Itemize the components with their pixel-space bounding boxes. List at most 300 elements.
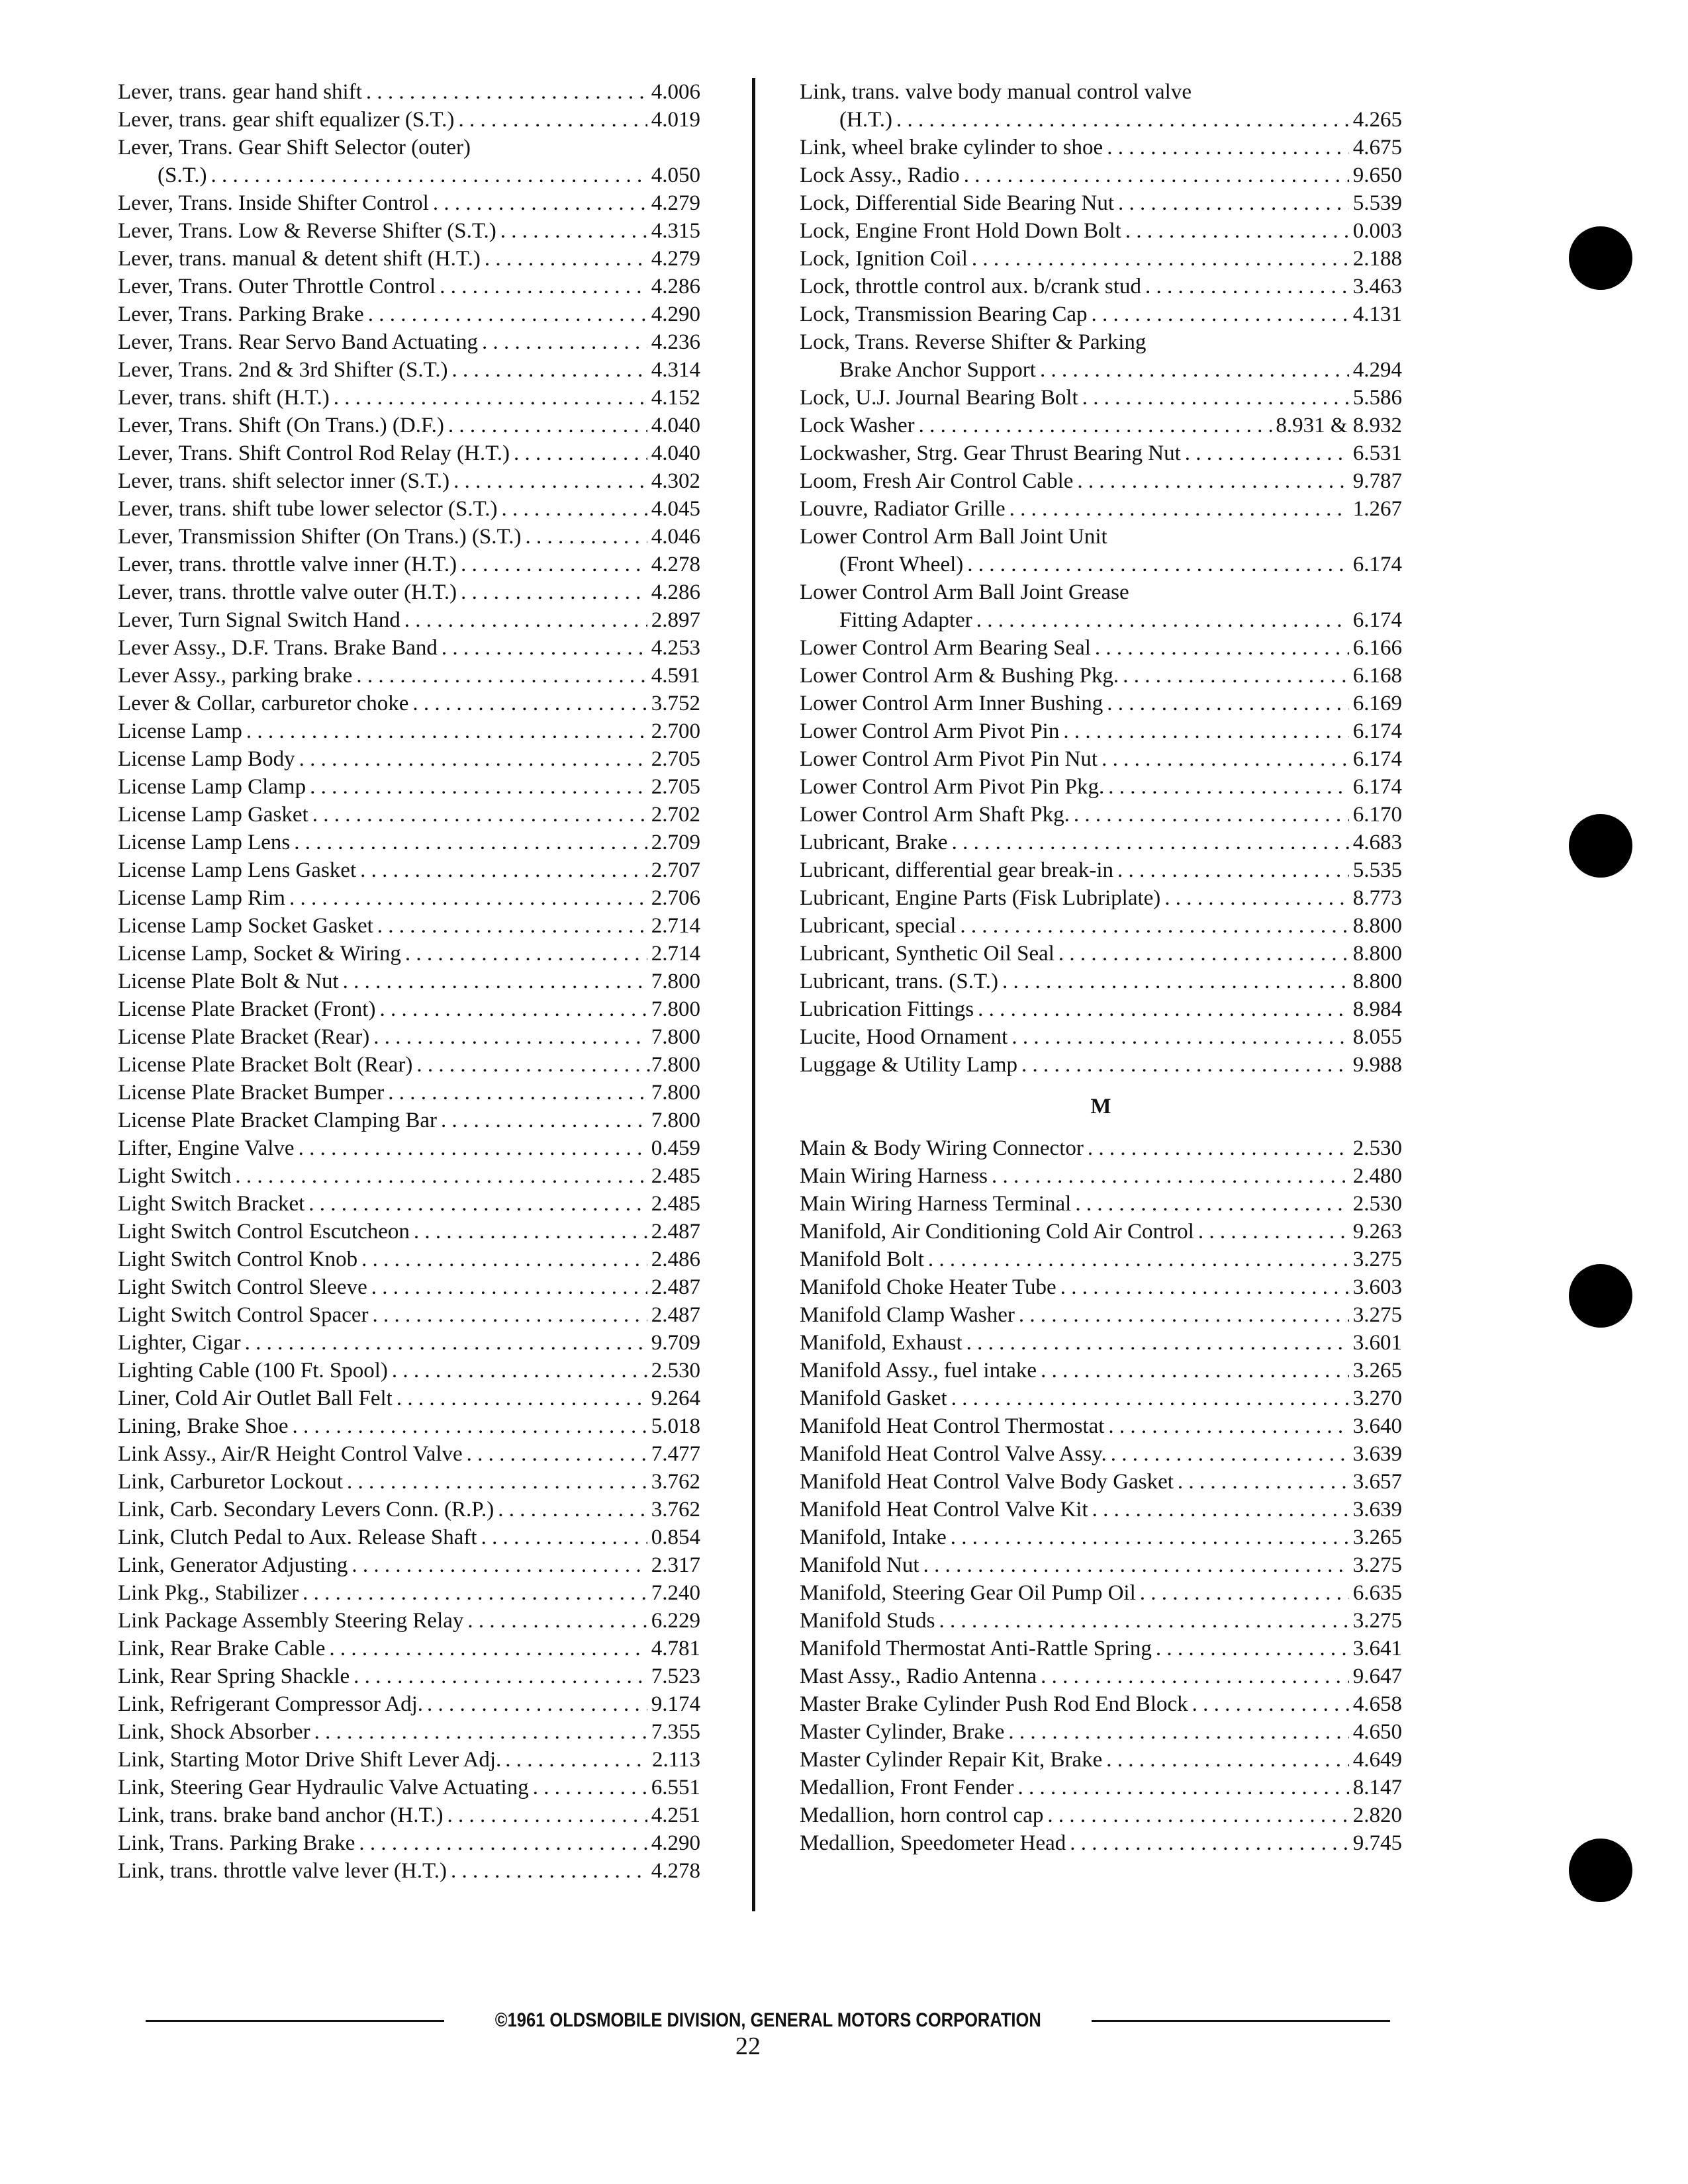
entry-name: Manifold, Exhaust xyxy=(800,1331,962,1355)
index-entry xyxy=(800,1218,1402,1246)
entry-name: Lever, trans. throttle valve outer (H.T.) xyxy=(118,580,457,604)
leader-dots xyxy=(441,1107,647,1134)
entry-part-number: 2.530 xyxy=(1352,1192,1402,1216)
index-entry xyxy=(118,1134,700,1162)
entry-name: Link, Clutch Pedal to Aux. Release Shaft xyxy=(118,1525,477,1549)
entry-part-number: 7.240 xyxy=(651,1581,700,1605)
index-entry xyxy=(118,273,700,300)
entry-name: Main Wiring Harness Terminal xyxy=(800,1192,1072,1216)
leader-dots xyxy=(467,1607,647,1635)
entry-name: Lock, Ignition Coil xyxy=(800,247,968,271)
leader-dots xyxy=(458,106,647,134)
entry-part-number: 8.984 xyxy=(1352,997,1402,1021)
entry-part-number: 3.639 xyxy=(1352,1442,1402,1466)
index-entry xyxy=(800,1246,1402,1273)
index-entry xyxy=(118,856,700,884)
index-entry xyxy=(800,1718,1402,1746)
leader-dots xyxy=(1092,1496,1349,1524)
index-entry xyxy=(118,300,700,328)
entry-name: Link, Steering Gear Hydraulic Valve Actuating xyxy=(118,1776,529,1799)
entry-name: Lower Control Arm Pivot Pin xyxy=(800,719,1060,743)
entry-name: Lifter, Engine Valve xyxy=(118,1136,295,1160)
leader-dots xyxy=(373,1301,647,1329)
entry-name: Link, Rear Spring Shackle xyxy=(118,1664,350,1688)
leader-dots xyxy=(1041,1357,1349,1385)
leader-dots xyxy=(1074,801,1349,829)
index-entry xyxy=(118,1329,700,1357)
entry-part-number: 4.019 xyxy=(651,108,700,132)
entry-name: Main Wiring Harness xyxy=(800,1164,988,1188)
entry-name: Link, Rear Brake Cable xyxy=(118,1637,326,1661)
entry-part-number: .7.800 xyxy=(645,1053,700,1077)
index-entry xyxy=(800,523,1402,551)
entry-name: License Lamp Lens xyxy=(118,831,291,854)
index-entry xyxy=(800,1301,1402,1329)
entry-name: Lever, Transmission Shifter (On Trans.) (S.T.) xyxy=(118,525,522,549)
index-entry xyxy=(118,412,700,439)
leader-dots xyxy=(1070,1829,1348,1857)
index-entry xyxy=(118,995,700,1023)
leader-dots xyxy=(1111,1440,1349,1468)
entry-part-number: 4.781 xyxy=(651,1637,700,1661)
entry-part-number: 8.931 & 8.932 xyxy=(1276,414,1402,437)
entry-part-number: 7.800 xyxy=(651,997,700,1021)
entry-name: Lever, Trans. Rear Servo Band Actuating xyxy=(118,330,479,354)
index-entry xyxy=(800,773,1402,801)
entry-part-number: 6.166 xyxy=(1352,636,1402,660)
left-index-column xyxy=(118,78,700,1885)
entry-part-number: 4.658 xyxy=(1352,1692,1402,1716)
index-entry xyxy=(118,189,700,217)
entry-part-number: 3.601 xyxy=(1352,1331,1402,1355)
leader-dots xyxy=(1156,1635,1349,1662)
entry-name: Lever, Trans. Inside Shifter Control xyxy=(118,191,429,215)
leader-dots xyxy=(392,1357,647,1385)
right-column-l-entries xyxy=(800,78,1402,1079)
entry-name: Medallion, horn control cap xyxy=(800,1803,1044,1827)
leader-dots xyxy=(303,1579,647,1607)
entry-name: License Lamp xyxy=(118,719,242,743)
index-entry xyxy=(800,1524,1402,1551)
leader-dots xyxy=(343,968,647,995)
entry-name: Manifold Choke Heater Tube xyxy=(800,1275,1056,1299)
entry-part-number: 2.113 xyxy=(651,1748,700,1772)
leader-dots xyxy=(361,1246,647,1273)
index-entry xyxy=(800,1385,1402,1412)
index-entry xyxy=(800,606,1402,634)
index-entry xyxy=(800,1690,1402,1718)
entry-part-number: 2.707 xyxy=(651,858,700,882)
entry-part-number: 6.174 xyxy=(1352,608,1402,632)
entry-part-number: 4.050 xyxy=(651,163,700,187)
entry-name: Link, trans. throttle valve lever (H.T.) xyxy=(118,1859,447,1883)
entry-name: License Lamp Lens Gasket xyxy=(118,858,357,882)
index-entry xyxy=(800,412,1402,439)
index-entry xyxy=(800,1579,1402,1607)
entry-part-number: 4.278 xyxy=(651,1859,700,1883)
index-entry xyxy=(118,1079,700,1107)
entry-part-number: 4.649 xyxy=(1352,1748,1402,1772)
entry-part-number: 0.459 xyxy=(651,1136,700,1160)
leader-dots xyxy=(1092,300,1349,328)
entry-part-number: 8.147 xyxy=(1352,1776,1402,1799)
entry-name: Lower Control Arm Pivot Pin Nut xyxy=(800,747,1098,771)
entry-name: Lubricant, trans. (S.T.) xyxy=(800,970,998,993)
index-entry xyxy=(800,1357,1402,1385)
entry-name: Manifold, Steering Gear Oil Pump Oil xyxy=(800,1581,1136,1605)
index-entry xyxy=(800,856,1402,884)
index-entry xyxy=(800,1607,1402,1635)
leader-dots xyxy=(371,1273,647,1301)
entry-name: License Plate Bracket Bumper xyxy=(118,1081,385,1105)
leader-dots xyxy=(289,884,647,912)
entry-name: Link, Shock Absorber xyxy=(118,1720,310,1744)
entry-part-number: 7.523 xyxy=(651,1664,700,1688)
index-entry xyxy=(800,829,1402,856)
entry-part-number: 4.253 xyxy=(651,636,700,660)
leader-dots xyxy=(448,412,647,439)
entry-part-number: 0.854 xyxy=(651,1525,700,1549)
index-entry xyxy=(118,134,700,161)
right-index-column xyxy=(800,78,1402,1857)
entry-part-number: 2.702 xyxy=(651,803,700,827)
entry-part-number: 2.317 xyxy=(651,1553,700,1577)
entry-part-number: 9.263 xyxy=(1352,1220,1402,1244)
index-entry xyxy=(118,829,700,856)
leader-dots xyxy=(1123,662,1349,690)
entry-part-number: 8.800 xyxy=(1352,970,1402,993)
leader-dots xyxy=(1058,940,1349,968)
leader-dots xyxy=(1063,717,1348,745)
leader-dots xyxy=(1060,1273,1349,1301)
entry-name: Light Switch Control Knob xyxy=(118,1248,358,1271)
leader-dots xyxy=(427,1690,647,1718)
entry-name: Medallion, Speedometer Head xyxy=(800,1831,1066,1855)
binder-hole-4 xyxy=(1569,1839,1632,1902)
leader-dots xyxy=(1040,356,1349,384)
entry-part-number: 4.040 xyxy=(651,441,700,465)
leader-dots xyxy=(498,1496,647,1524)
entry-part-number: 3.640 xyxy=(1352,1414,1402,1438)
entry-part-number: 2.530 xyxy=(1352,1136,1402,1160)
entry-part-number: 6.168 xyxy=(1352,664,1402,688)
leader-dots xyxy=(923,1551,1349,1579)
leader-dots xyxy=(356,662,647,690)
leader-dots xyxy=(1082,384,1349,412)
entry-name: Master Cylinder Repair Kit, Brake xyxy=(800,1748,1103,1772)
entry-part-number: 3.762 xyxy=(651,1470,700,1494)
index-entry xyxy=(118,467,700,495)
leader-dots xyxy=(379,995,647,1023)
index-entry xyxy=(118,106,700,134)
leader-dots xyxy=(939,1607,1348,1635)
entry-part-number: 4.251 xyxy=(651,1803,700,1827)
index-entry xyxy=(118,1857,700,1885)
entry-name: Lever, Trans. Gear Shift Selector (outer) xyxy=(118,136,471,159)
entry-name: Link, Trans. Parking Brake xyxy=(118,1831,355,1855)
entry-part-number: 6.229 xyxy=(651,1609,700,1633)
index-entry xyxy=(118,1218,700,1246)
entry-part-number: 4.314 xyxy=(651,358,700,382)
leader-dots xyxy=(440,273,647,300)
leader-dots xyxy=(368,300,647,328)
entry-part-number: 7.355 xyxy=(651,1720,700,1744)
leader-dots xyxy=(505,1746,648,1774)
entry-name: License Plate Bracket Clamping Bar xyxy=(118,1109,438,1132)
entry-part-number: 7.800 xyxy=(651,970,700,993)
index-entry xyxy=(118,439,700,467)
index-entry xyxy=(118,884,700,912)
page-number: 22 xyxy=(735,2032,761,2060)
index-entry xyxy=(800,1496,1402,1524)
entry-part-number: 6.635 xyxy=(1352,1581,1402,1605)
entry-name: Luggage & Utility Lamp xyxy=(800,1053,1018,1077)
leader-dots xyxy=(928,1246,1349,1273)
index-entry xyxy=(800,1051,1402,1079)
entry-name: Lever, Trans. 2nd & 3rd Shifter (S.T.) xyxy=(118,358,448,382)
entry-name: Lock, Trans. Reverse Shifter & Parking xyxy=(800,330,1147,354)
entry-name: Link, Starting Motor Drive Shift Lever Adj. xyxy=(118,1748,502,1772)
entry-name: Main & Body Wiring Connector xyxy=(800,1136,1084,1160)
index-entry xyxy=(800,1635,1402,1662)
leader-dots xyxy=(1118,189,1349,217)
entry-name: Manifold Gasket xyxy=(800,1387,947,1410)
entry-name: Manifold Heat Control Valve Body Gasket xyxy=(800,1470,1174,1494)
entry-part-number: 4.290 xyxy=(651,1831,700,1855)
entry-name: Lever, Trans. Outer Throttle Control xyxy=(118,275,436,298)
entry-name: Lockwasher, Strg. Gear Thrust Bearing Nut xyxy=(800,441,1181,465)
entry-part-number: 6.174 xyxy=(1352,747,1402,771)
entry-name: Lever, Trans. Low & Reverse Shifter (S.T.) xyxy=(118,219,496,243)
index-entry xyxy=(800,273,1402,300)
entry-part-number: 3.275 xyxy=(1352,1609,1402,1633)
leader-dots xyxy=(1008,1718,1348,1746)
entry-name: Lower Control Arm Pivot Pin Pkg. xyxy=(800,775,1105,799)
entry-name: Manifold Assy., fuel intake xyxy=(800,1359,1037,1383)
leader-dots xyxy=(485,245,647,273)
entry-name: Light Switch Bracket xyxy=(118,1192,305,1216)
leader-dots xyxy=(334,384,647,412)
index-entry xyxy=(118,523,700,551)
copyright-text: ©1961 OLDSMOBILE DIVISION, GENERAL MOTORS CORPORATION xyxy=(494,2009,1041,2031)
index-entry xyxy=(118,745,700,773)
leader-dots xyxy=(978,995,1349,1023)
entry-name: Manifold Heat Control Valve Assy. xyxy=(800,1442,1107,1466)
leader-dots xyxy=(526,523,647,551)
leader-dots xyxy=(405,940,647,968)
index-entry xyxy=(800,940,1402,968)
index-entry xyxy=(118,968,700,995)
entry-name: Lever Assy., D.F. Trans. Brake Band xyxy=(118,636,438,660)
footer-rule-right xyxy=(1092,2020,1390,2022)
entry-part-number: 4.131 xyxy=(1352,302,1402,326)
index-entry xyxy=(800,912,1402,940)
entry-part-number: 9.787 xyxy=(1352,469,1402,493)
index-entry xyxy=(118,384,700,412)
index-entry xyxy=(800,662,1402,690)
leader-dots xyxy=(467,1440,647,1468)
entry-part-number: 6.169 xyxy=(1352,692,1402,715)
index-entry xyxy=(800,1412,1402,1440)
leader-dots xyxy=(482,328,647,356)
entry-part-number: 2.486 xyxy=(651,1248,700,1271)
leader-dots xyxy=(966,1329,1349,1357)
leader-dots xyxy=(1075,1190,1348,1218)
entry-part-number: 8.055 xyxy=(1352,1025,1402,1049)
entry-part-number: 4.046 xyxy=(651,525,700,549)
leader-dots xyxy=(952,829,1349,856)
entry-name: Manifold Studs xyxy=(800,1609,935,1633)
column-divider xyxy=(752,78,755,1911)
entry-name: Lock Washer xyxy=(800,414,915,437)
index-entry xyxy=(118,1635,700,1662)
entry-name: Lever, trans. shift tube lower selector (S.T.) xyxy=(118,497,498,521)
entry-name: Medallion, Front Fender xyxy=(800,1776,1014,1799)
entry-part-number: 4.650 xyxy=(1352,1720,1402,1744)
leader-dots xyxy=(992,1162,1349,1190)
binder-hole-2 xyxy=(1569,814,1632,878)
leader-dots xyxy=(388,1079,647,1107)
entry-part-number: 3.641 xyxy=(1352,1637,1402,1661)
entry-part-number: 3.463 xyxy=(1352,275,1402,298)
entry-part-number: 6.170 xyxy=(1352,803,1402,827)
entry-part-number: 2.485 xyxy=(651,1192,700,1216)
entry-part-number: 3.603 xyxy=(1352,1275,1402,1299)
entry-name: Lock, U.J. Journal Bearing Bolt xyxy=(800,386,1078,410)
index-entry xyxy=(118,717,700,745)
index-entry xyxy=(118,356,700,384)
index-entry xyxy=(800,884,1402,912)
leader-dots xyxy=(1106,1746,1348,1774)
index-entry xyxy=(118,801,700,829)
entry-part-number: 7.800 xyxy=(651,1109,700,1132)
entry-part-number: 4.683 xyxy=(1352,831,1402,854)
entry-part-number: 5.018 xyxy=(651,1414,700,1438)
leader-dots xyxy=(1002,968,1349,995)
entry-part-number: 3.265 xyxy=(1352,1359,1402,1383)
index-entry xyxy=(800,467,1402,495)
entry-part-number: 7.800 xyxy=(651,1025,700,1049)
entry-name: License Lamp Clamp xyxy=(118,775,306,799)
entry-part-number: 7.477 xyxy=(651,1442,700,1466)
entry-name: Link, Refrigerant Compressor Adj. xyxy=(118,1692,424,1716)
leader-dots xyxy=(461,551,647,578)
index-entry xyxy=(118,606,700,634)
index-entry xyxy=(800,578,1402,606)
index-entry xyxy=(800,384,1402,412)
index-entry xyxy=(800,1551,1402,1579)
entry-part-number: 3.657 xyxy=(1352,1470,1402,1494)
entry-part-number: 4.236 xyxy=(651,330,700,354)
entry-name: Lubricant, Brake xyxy=(800,831,948,854)
index-entry xyxy=(800,356,1402,384)
section-letter-heading: M xyxy=(1090,1095,1111,1118)
entry-name: Lever, trans. gear hand shift xyxy=(118,80,362,104)
entry-part-number: 4.286 xyxy=(651,580,700,604)
index-entry xyxy=(118,1301,700,1329)
index-entry xyxy=(800,495,1402,523)
leader-dots xyxy=(308,1190,647,1218)
footer-copyright xyxy=(146,2009,1390,2032)
index-entry xyxy=(118,245,700,273)
leader-dots xyxy=(951,1524,1349,1551)
leader-dots xyxy=(919,412,1272,439)
entry-name: License Lamp Body xyxy=(118,747,295,771)
entry-name: Link, Carb. Secondary Levers Conn. (R.P.) xyxy=(118,1498,494,1522)
footer-rule-left xyxy=(146,2020,444,2022)
index-entry xyxy=(800,439,1402,467)
entry-name: Lower Control Arm Ball Joint Unit xyxy=(800,525,1107,549)
entry-part-number: 9.264 xyxy=(651,1387,700,1410)
index-entry xyxy=(800,134,1402,161)
entry-part-number: 0.003 xyxy=(1352,219,1402,243)
entry-name: Link, wheel brake cylinder to shoe xyxy=(800,136,1103,159)
entry-part-number: 4.315 xyxy=(651,219,700,243)
leader-dots xyxy=(1107,690,1348,717)
entry-name: Lower Control Arm & Bushing Pkg. xyxy=(800,664,1119,688)
entry-part-number: 2.709 xyxy=(651,831,700,854)
entry-name: Liner, Cold Air Outlet Ball Felt xyxy=(118,1387,393,1410)
leader-dots xyxy=(451,1857,647,1885)
leader-dots xyxy=(967,551,1348,578)
entry-name: Lever, trans. shift (H.T.) xyxy=(118,386,330,410)
entry-part-number: 6.551 xyxy=(651,1776,700,1799)
leader-dots xyxy=(314,1718,647,1746)
leader-dots xyxy=(347,1468,647,1496)
entry-name: Lower Control Arm Ball Joint Grease xyxy=(800,580,1129,604)
entry-name: Manifold Heat Control Valve Kit xyxy=(800,1498,1088,1522)
entry-part-number: 2.714 xyxy=(651,942,700,966)
index-entry xyxy=(118,1162,700,1190)
entry-part-number: 9.709 xyxy=(651,1331,700,1355)
entry-name: Link, Generator Adjusting xyxy=(118,1553,348,1577)
index-entry xyxy=(800,1190,1402,1218)
entry-name: Light Switch xyxy=(118,1164,232,1188)
leader-dots xyxy=(533,1774,647,1801)
index-entry xyxy=(800,106,1402,134)
index-entry xyxy=(800,1801,1402,1829)
index-entry xyxy=(800,551,1402,578)
entry-name: Link Pkg., Stabilizer xyxy=(118,1581,299,1605)
leader-dots xyxy=(433,189,647,217)
entry-part-number: 2.705 xyxy=(651,775,700,799)
index-entry xyxy=(118,1524,700,1551)
leader-dots xyxy=(461,578,647,606)
leader-dots xyxy=(246,717,647,745)
entry-name: Lever, trans. shift selector inner (S.T.) xyxy=(118,469,450,493)
entry-part-number: 6.531 xyxy=(1352,441,1402,465)
entry-name: (Front Wheel) xyxy=(839,553,964,576)
entry-part-number: 3.275 xyxy=(1352,1303,1402,1327)
entry-part-number: 3.275 xyxy=(1352,1248,1402,1271)
index-entry xyxy=(118,1246,700,1273)
leader-dots xyxy=(1178,1468,1349,1496)
entry-name: Lever, trans. throttle valve inner (H.T.) xyxy=(118,553,457,576)
entry-part-number: 2.188 xyxy=(1352,247,1402,271)
entry-name: Lower Control Arm Bearing Seal xyxy=(800,636,1091,660)
entry-name: License Plate Bracket (Front) xyxy=(118,997,376,1021)
leader-dots xyxy=(293,1412,647,1440)
leader-dots xyxy=(312,801,647,829)
entry-name: Lighting Cable (100 Ft. Spool) xyxy=(118,1359,388,1383)
leader-dots xyxy=(1192,1690,1349,1718)
entry-part-number: 6.174 xyxy=(1352,719,1402,743)
leader-dots xyxy=(500,217,647,245)
entry-name: Manifold Clamp Washer xyxy=(800,1303,1015,1327)
index-entry xyxy=(118,1690,700,1718)
leader-dots xyxy=(414,1218,647,1246)
index-entry xyxy=(800,1329,1402,1357)
